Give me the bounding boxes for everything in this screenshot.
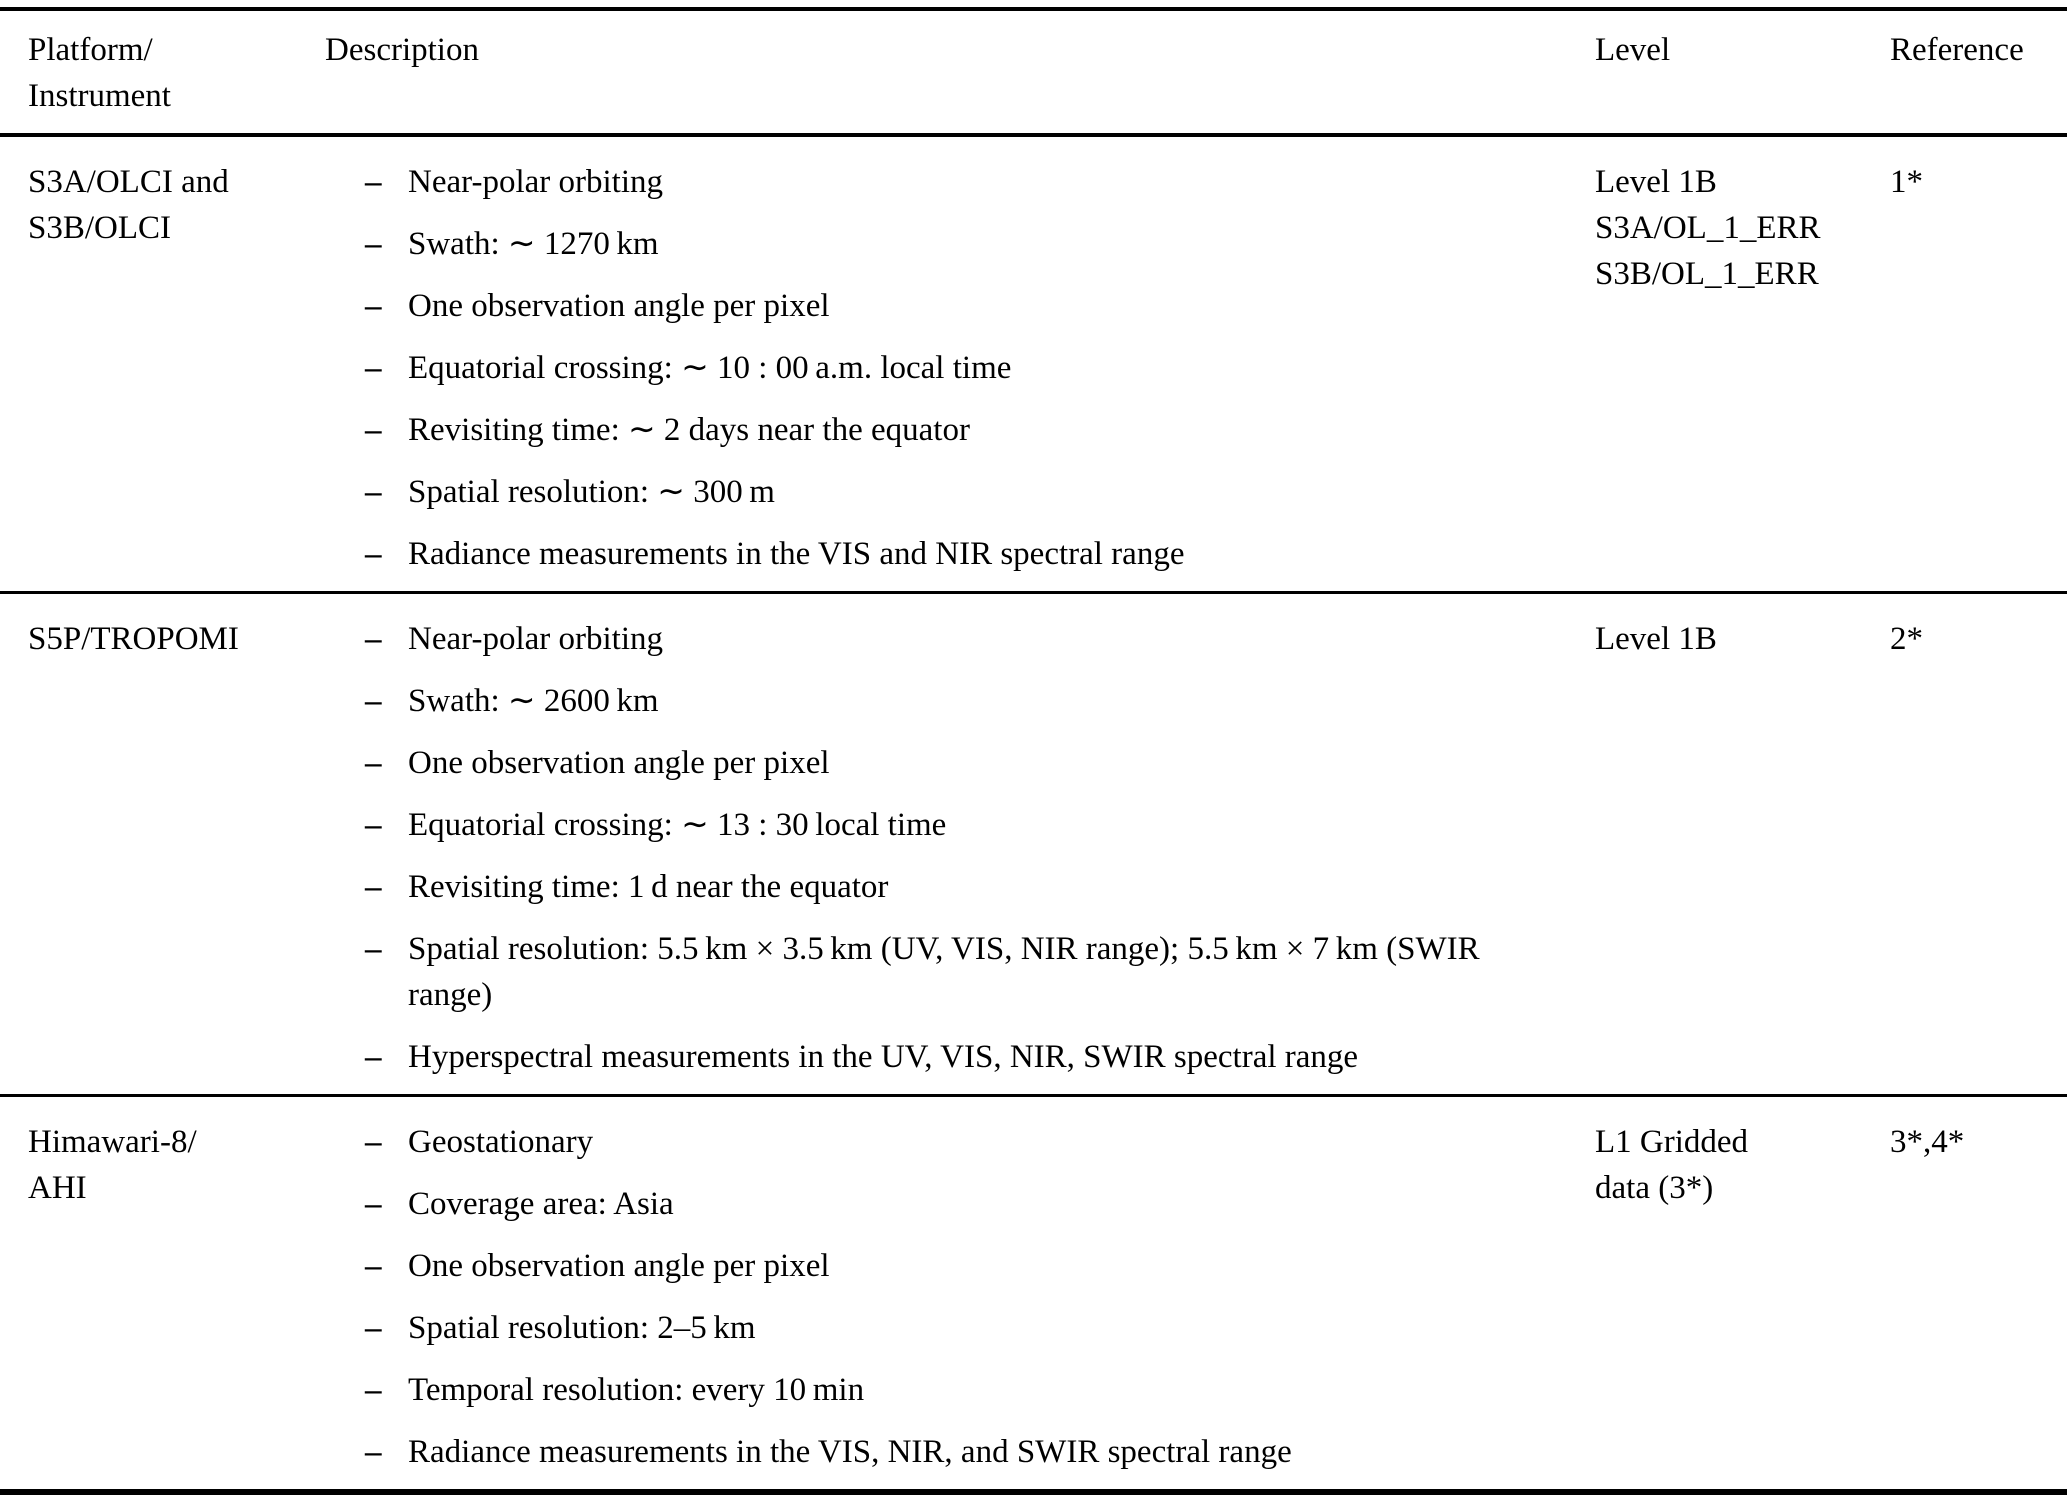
level-line: data (3*) bbox=[1595, 1170, 1714, 1206]
description-bullet bbox=[365, 864, 1595, 910]
bullet-dash: – bbox=[365, 931, 382, 967]
bullet-text: Temporal resolution: every 10 min bbox=[408, 1372, 865, 1408]
bullet-text: Spatial resolution: ∼ 300 m bbox=[408, 474, 775, 510]
description-bullet bbox=[365, 678, 1595, 724]
platform-cell bbox=[28, 1119, 325, 1475]
header-platform-line-1: Platform/ bbox=[28, 32, 153, 68]
description-bullet bbox=[365, 1181, 1595, 1227]
description-bullet-list bbox=[325, 616, 1595, 1080]
reference-value: 3*,4* bbox=[1890, 1124, 1965, 1160]
bullet-text: Near-polar orbiting bbox=[408, 621, 663, 657]
column-header-platform-instrument bbox=[28, 27, 325, 119]
description-cell bbox=[325, 1119, 1595, 1475]
description-cell bbox=[325, 159, 1595, 577]
bullet-text: Swath: ∼ 1270 km bbox=[408, 226, 659, 262]
bullet-dash: – bbox=[365, 536, 382, 572]
platform-cell bbox=[28, 159, 325, 577]
bullet-text: Revisiting time: ∼ 2 days near the equator bbox=[408, 412, 970, 448]
description-bullet bbox=[365, 1243, 1595, 1289]
reference-value: 1* bbox=[1890, 164, 1923, 200]
description-bullet bbox=[365, 926, 1595, 1018]
bullet-dash: – bbox=[365, 1248, 382, 1284]
level-line: Level 1B bbox=[1595, 164, 1717, 200]
description-bullet bbox=[365, 345, 1595, 391]
bullet-dash: – bbox=[365, 1372, 382, 1408]
description-bullet-list bbox=[325, 159, 1595, 577]
platform-cell bbox=[28, 616, 325, 1080]
description-bullet bbox=[365, 1429, 1595, 1475]
bullet-dash: – bbox=[365, 164, 382, 200]
description-bullet bbox=[365, 221, 1595, 267]
bullet-dash: – bbox=[365, 288, 382, 324]
description-bullet bbox=[365, 740, 1595, 786]
row-himawari-8-ahi bbox=[0, 1094, 2067, 1489]
description-bullet bbox=[365, 407, 1595, 453]
paper-page bbox=[0, 7, 2067, 1501]
bullet-dash: – bbox=[365, 683, 382, 719]
level-line: S3A/OL_1_ERR bbox=[1595, 210, 1821, 246]
column-header-level: Level bbox=[1595, 32, 1671, 68]
description-bullet bbox=[365, 283, 1595, 329]
bullet-dash: – bbox=[365, 1124, 382, 1160]
bullet-text: Equatorial crossing: ∼ 13 : 30 local time bbox=[408, 807, 947, 843]
column-header-description: Description bbox=[325, 32, 479, 68]
description-bullet bbox=[365, 469, 1595, 515]
row-s3a-s3b-olci bbox=[0, 137, 2067, 591]
description-bullet-list bbox=[325, 1119, 1595, 1475]
bullet-text: Spatial resolution: 2–5 km bbox=[408, 1310, 756, 1346]
bullet-text: One observation angle per pixel bbox=[408, 1248, 830, 1284]
bullet-dash: – bbox=[365, 1434, 382, 1470]
reference-cell bbox=[1890, 1119, 2057, 1475]
description-bullet bbox=[365, 531, 1595, 577]
bullet-text: One observation angle per pixel bbox=[408, 745, 830, 781]
description-bullet bbox=[365, 1367, 1595, 1413]
platform-line: AHI bbox=[28, 1170, 87, 1206]
level-cell bbox=[1595, 616, 1890, 1080]
platform-line: S3B/OLCI bbox=[28, 210, 172, 246]
description-bullet bbox=[365, 802, 1595, 848]
platform-line: Himawari-8/ bbox=[28, 1124, 197, 1160]
bullet-dash: – bbox=[365, 412, 382, 448]
platform-line: S3A/OLCI and bbox=[28, 164, 229, 200]
bullet-text: Radiance measurements in the VIS and NIR spectral range bbox=[408, 536, 1185, 572]
column-header-reference: Reference bbox=[1890, 32, 2024, 68]
description-bullet bbox=[365, 159, 1595, 205]
table-header-row bbox=[0, 11, 2067, 137]
bullet-text: Hyperspectral measurements in the UV, VIS, NIR, SWIR spectral range bbox=[408, 1039, 1359, 1075]
description-bullet bbox=[365, 1119, 1595, 1165]
bullet-text: Coverage area: Asia bbox=[408, 1186, 674, 1222]
bullet-dash: – bbox=[365, 350, 382, 386]
description-bullet bbox=[365, 1034, 1595, 1080]
level-line: S3B/OL_1_ERR bbox=[1595, 256, 1819, 292]
paper-table bbox=[0, 7, 2067, 1495]
description-bullet bbox=[365, 616, 1595, 662]
platform-line: S5P/TROPOMI bbox=[28, 621, 239, 657]
level-cell bbox=[1595, 1119, 1890, 1475]
bullet-text: One observation angle per pixel bbox=[408, 288, 830, 324]
description-bullet bbox=[365, 1305, 1595, 1351]
bullet-text: Near-polar orbiting bbox=[408, 164, 663, 200]
bullet-text: Radiance measurements in the VIS, NIR, and SWIR spectral range bbox=[408, 1434, 1292, 1470]
bullet-dash: – bbox=[365, 869, 382, 905]
bullet-text: Revisiting time: 1 d near the equator bbox=[408, 869, 889, 905]
description-cell bbox=[325, 616, 1595, 1080]
header-platform-line-2: Instrument bbox=[28, 78, 171, 114]
bullet-dash: – bbox=[365, 226, 382, 262]
bullet-dash: – bbox=[365, 1039, 382, 1075]
bullet-dash: – bbox=[365, 474, 382, 510]
level-line: Level 1B bbox=[1595, 621, 1717, 657]
bullet-dash: – bbox=[365, 621, 382, 657]
reference-cell bbox=[1890, 616, 2057, 1080]
reference-value: 2* bbox=[1890, 621, 1923, 657]
bullet-dash: – bbox=[365, 807, 382, 843]
bullet-dash: – bbox=[365, 745, 382, 781]
bullet-text: Geostationary bbox=[408, 1124, 594, 1160]
bullet-text: Equatorial crossing: ∼ 10 : 00 a.m. local time bbox=[408, 350, 1012, 386]
row-s5p-tropomi bbox=[0, 591, 2067, 1094]
bullet-text: Swath: ∼ 2600 km bbox=[408, 683, 659, 719]
bullet-text: Spatial resolution: 5.5 km × 3.5 km (UV, VIS, NIR range); 5.5 km × 7 km (SWIR range) bbox=[408, 931, 1480, 1013]
level-cell bbox=[1595, 159, 1890, 577]
level-line: L1 Gridded bbox=[1595, 1124, 1749, 1160]
bullet-dash: – bbox=[365, 1186, 382, 1222]
bullet-dash: – bbox=[365, 1310, 382, 1346]
reference-cell bbox=[1890, 159, 2057, 577]
